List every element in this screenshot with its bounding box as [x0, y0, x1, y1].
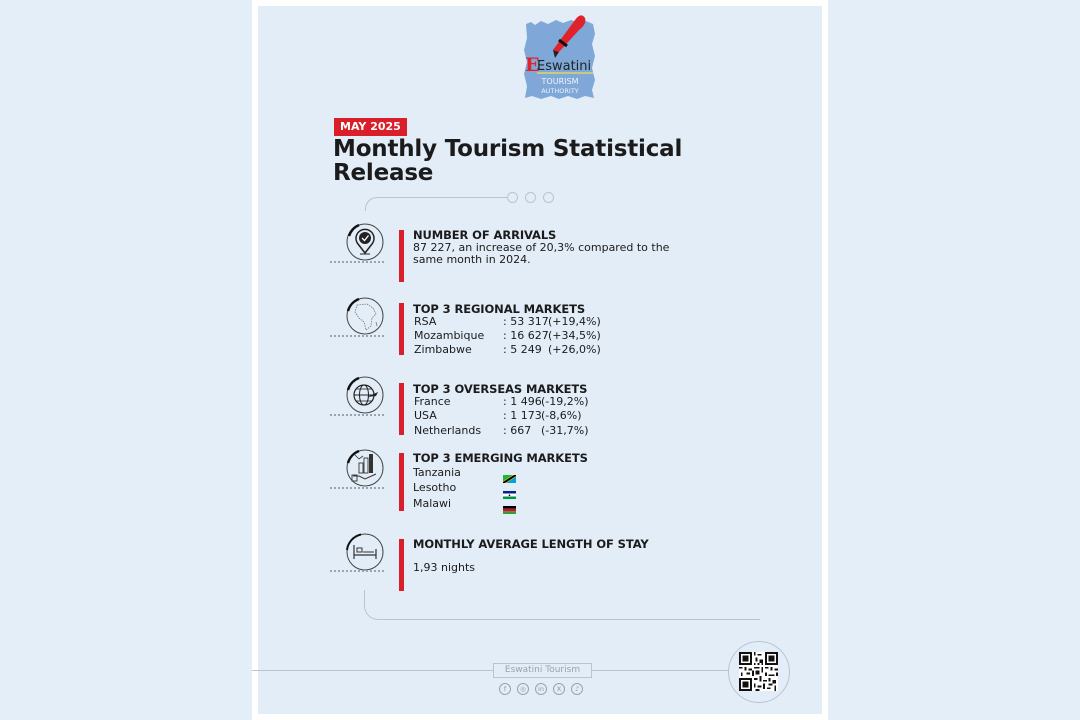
decor-ring-2	[525, 192, 536, 203]
market-value: : 53 317	[503, 315, 549, 328]
tiktok-icon[interactable]: ♪	[571, 683, 583, 695]
bed-icon	[345, 532, 385, 572]
arrivals-text-line-2: same month in 2024.	[413, 252, 531, 266]
africa-map-icon	[345, 296, 385, 336]
dotted-divider	[330, 261, 384, 263]
market-value: : 1 173	[503, 409, 542, 422]
section-accent-bar	[399, 230, 404, 282]
section-accent-bar	[399, 539, 404, 591]
market-value: : 16 627	[503, 329, 549, 342]
stay-value: 1,93 nights	[413, 561, 476, 574]
market-change: (-19,2%)	[541, 395, 589, 408]
qr-code-icon[interactable]	[739, 652, 778, 691]
market-value: : 667	[503, 424, 532, 437]
logo-brand-word: Eswatini	[537, 59, 592, 74]
footer-brand-label: Eswatini Tourism	[493, 663, 592, 678]
stay-title: MONTHLY AVERAGE LENGTH OF STAY	[413, 537, 649, 551]
location-check-icon	[345, 222, 385, 262]
x-icon[interactable]: X	[553, 683, 565, 695]
linkedin-icon[interactable]: in	[535, 683, 547, 695]
market-change: (+34,5%)	[548, 329, 601, 342]
dotted-divider	[330, 335, 384, 337]
section-accent-bar	[399, 453, 404, 511]
svg-text:E: E	[525, 54, 540, 76]
arrivals-text-line-1: 87 227, an increase of 20,3% compared to the	[413, 241, 670, 254]
instagram-icon[interactable]: ◎	[517, 683, 529, 695]
arrivals-text	[413, 242, 669, 265]
globe-plane-icon	[345, 375, 385, 415]
country-name: Tanzania	[413, 466, 461, 479]
growth-chart-hand-icon	[345, 448, 385, 488]
market-change: (-31,7%)	[541, 424, 589, 437]
bottom-connector-line	[364, 590, 760, 620]
page-title	[333, 137, 713, 185]
title-line-1: Monthly Tourism Statistical	[333, 136, 683, 162]
market-value: : 5 249	[503, 343, 542, 356]
market-change: (+26,0%)	[548, 343, 601, 356]
market-value: : 1 496	[503, 395, 542, 408]
footer-line-left	[252, 670, 493, 671]
country-name: Mozambique	[414, 329, 485, 342]
country-name: USA	[414, 409, 437, 422]
title-line-2: Release	[333, 160, 434, 186]
dotted-divider	[330, 570, 384, 572]
market-change: (+19,4%)	[548, 315, 601, 328]
month-badge: MAY 2025	[334, 118, 407, 136]
arrivals-title: NUMBER OF ARRIVALS	[413, 228, 557, 242]
country-name: France	[414, 395, 451, 408]
top-connector-line	[365, 197, 507, 211]
dotted-divider	[330, 414, 384, 416]
lesotho-flag-icon	[503, 484, 516, 492]
market-change: (-8,6%)	[541, 409, 582, 422]
section-accent-bar	[399, 303, 404, 355]
eswatini-tourism-authority-logo	[523, 10, 597, 100]
overseas-title: TOP 3 OVERSEAS MARKETS	[413, 382, 588, 396]
tanzania-flag-icon	[503, 468, 516, 476]
decor-ring-1	[507, 192, 518, 203]
malawi-flag-icon	[503, 499, 516, 507]
section-accent-bar	[399, 383, 404, 435]
country-name: Netherlands	[414, 424, 482, 437]
country-name: Lesotho	[413, 481, 457, 494]
logo-line1: TOURISM	[541, 77, 579, 86]
country-name: RSA	[414, 315, 437, 328]
footer-line-right	[592, 670, 730, 671]
logo-line2: AUTHORITY	[541, 87, 579, 95]
dotted-divider	[330, 487, 384, 489]
facebook-icon[interactable]: f	[499, 683, 511, 695]
decor-ring-3	[543, 192, 554, 203]
country-name: Zimbabwe	[414, 343, 472, 356]
country-name: Malawi	[413, 497, 452, 510]
emerging-title: TOP 3 EMERGING MARKETS	[413, 451, 588, 465]
regional-title: TOP 3 REGIONAL MARKETS	[413, 302, 586, 316]
